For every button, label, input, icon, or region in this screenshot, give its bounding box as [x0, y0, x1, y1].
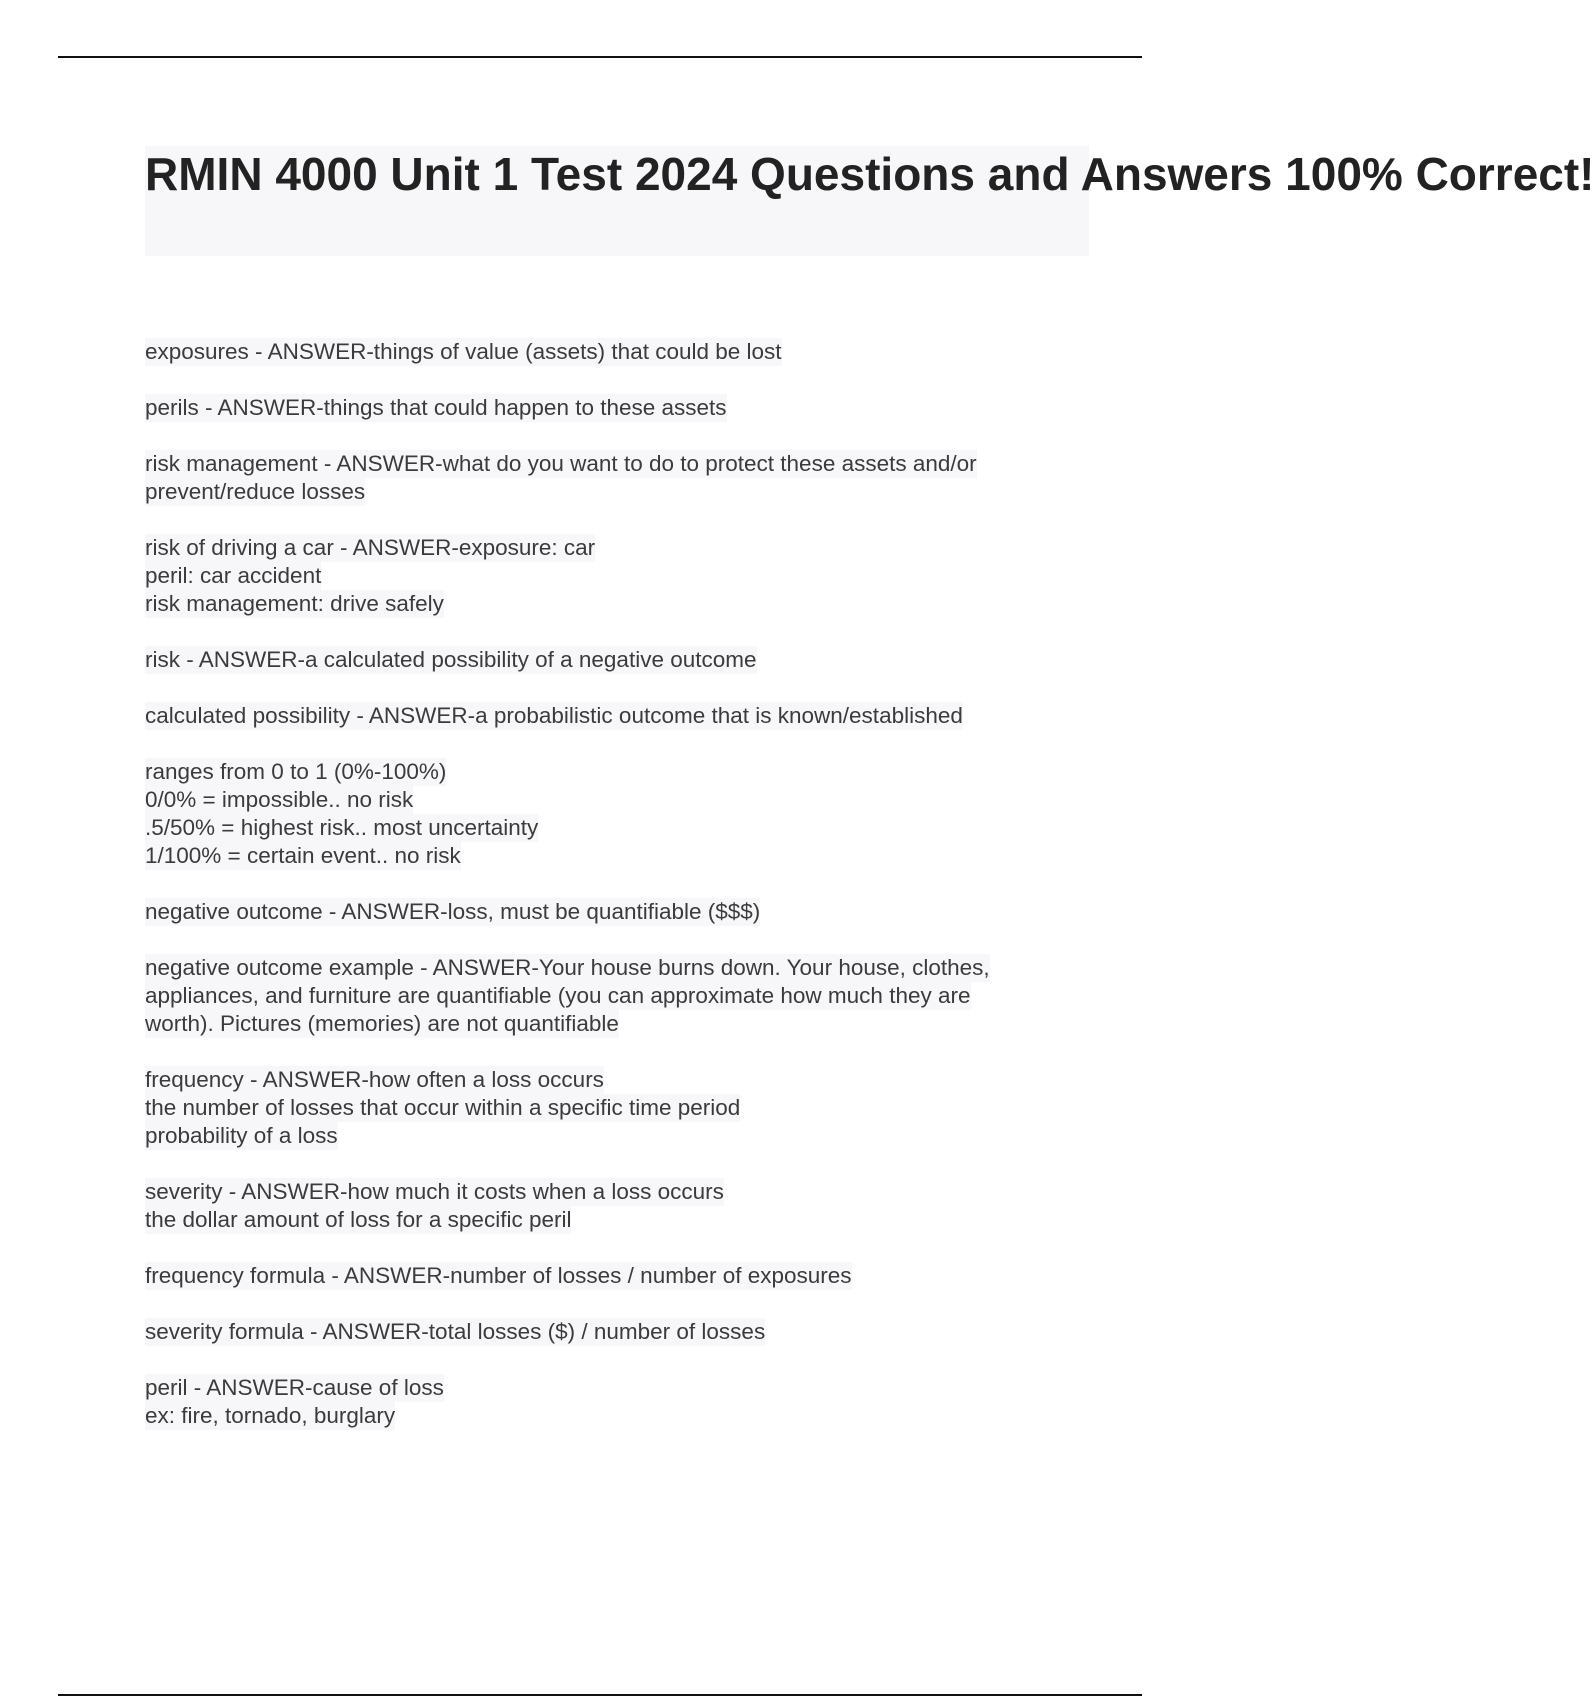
qa-line: risk - ANSWER-a calculated possibility of a negative outcome: [145, 647, 757, 672]
qa-line: ranges from 0 to 1 (0%-100%): [145, 759, 447, 784]
qa-line: the number of losses that occur within a specific time period: [145, 1095, 741, 1120]
qa-entry-exposures: [145, 338, 1089, 366]
qa-line: exposures - ANSWER-things of value (assets) that could be lost: [145, 339, 782, 364]
qa-entry-risk: [145, 646, 1089, 674]
qa-line: probability of a loss: [145, 1123, 338, 1148]
qa-entry-severity: [145, 1178, 1089, 1234]
qa-entry-frequency: [145, 1066, 1089, 1150]
qa-line: the dollar amount of loss for a specific peril: [145, 1207, 572, 1232]
page-title: [145, 146, 1595, 202]
qa-entry-negative-outcome: [145, 898, 1089, 926]
qa-line: frequency - ANSWER-how often a loss occurs: [145, 1067, 604, 1092]
qa-line: negative outcome - ANSWER-loss, must be quantifiable ($$$): [145, 899, 761, 924]
title-line: RMIN 4000 Unit 1 Test 2024 Questions: [145, 148, 975, 200]
top-rule: [58, 56, 1142, 58]
qa-entry-risk-of-driving: [145, 534, 1089, 618]
qa-entry-calculated-possibility: [145, 702, 1089, 730]
qa-entry-ranges: [145, 758, 1089, 870]
qa-entry-perils: [145, 394, 1089, 422]
qa-entry-negative-outcome-example: [145, 954, 1089, 1038]
bottom-rule: [58, 1694, 1142, 1696]
qa-line: ex: fire, tornado, burglary: [145, 1403, 396, 1428]
qa-line: worth). Pictures (memories) are not quantifiable: [145, 1011, 619, 1036]
qa-entry-frequency-formula: [145, 1262, 1089, 1290]
qa-line: .5/50% = highest risk.. most uncertainty: [145, 815, 539, 840]
qa-line: prevent/reduce losses: [145, 479, 366, 504]
qa-line: 0/0% = impossible.. no risk: [145, 787, 414, 812]
qa-line: appliances, and furniture are quantifiable (you can approximate how much they are: [145, 983, 971, 1008]
qa-line: severity formula - ANSWER-total losses ($) / number of losses: [145, 1319, 766, 1344]
qa-line: frequency formula - ANSWER-number of losses / number of exposures: [145, 1263, 852, 1288]
qa-line: perils - ANSWER-things that could happen to these assets: [145, 395, 727, 420]
qa-line: risk of driving a car - ANSWER-exposure: car: [145, 535, 596, 560]
qa-line: risk management: drive safely: [145, 591, 444, 616]
qa-line: 1/100% = certain event.. no risk: [145, 843, 461, 868]
qa-entry-peril: [145, 1374, 1089, 1430]
qa-line: severity - ANSWER-how much it costs when a loss occurs: [145, 1179, 724, 1204]
qa-entry-severity-formula: [145, 1318, 1089, 1346]
qa-entry-risk-management: [145, 450, 1089, 506]
qa-line: peril - ANSWER-cause of loss: [145, 1375, 444, 1400]
title-block: [145, 146, 1595, 256]
qa-line: peril: car accident: [145, 563, 322, 588]
qa-line: negative outcome example - ANSWER-Your house burns down. Your house, clothes,: [145, 955, 990, 980]
qa-line: risk management - ANSWER-what do you want to do to protect these assets and/or: [145, 451, 977, 476]
qa-line: calculated possibility - ANSWER-a probabilistic outcome that is known/established: [145, 703, 963, 728]
title-line: and Answers 100% Correct!: [987, 148, 1595, 200]
